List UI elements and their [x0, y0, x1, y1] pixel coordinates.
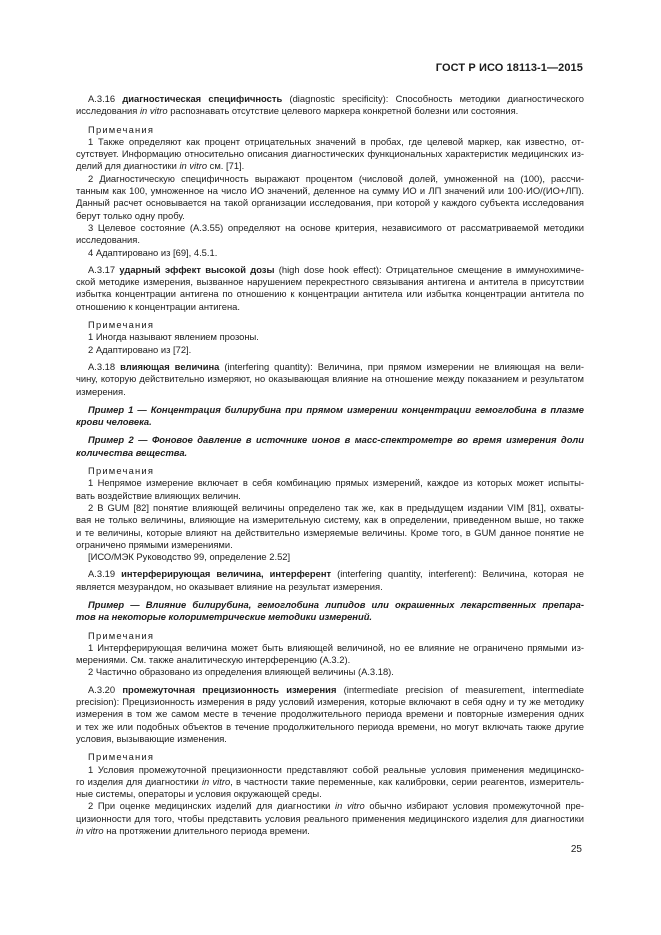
note-paragraph	[76, 173, 584, 222]
text-line: ные системы, операторы и условия окружающей среды.	[76, 788, 322, 800]
text-line: Пример — Влияние билирубина, гемоглобина липидов или окрашенных лекарственных препара-	[88, 598, 584, 610]
text-line: 2 Диагностическую специфичность выражают процентом (числовой долей, умноженной на (100), рассчи-	[88, 172, 584, 184]
term-definition	[76, 361, 584, 398]
text-line: 1 Условия промежуточной прецизионности представляют собой реальные условия применения медицинско-	[88, 763, 584, 775]
document-body	[76, 93, 584, 837]
notes-heading: Примечания	[88, 319, 155, 331]
notes-heading: Примечания	[88, 629, 155, 641]
text-line: 2 В GUM [82] понятие влияющей величины определено так же, как в предыдущем издании VIM [81], охваты-	[88, 501, 584, 513]
text-line: делий для диагностики in vitro см. [71].	[76, 160, 245, 172]
note-paragraph	[76, 551, 584, 563]
term-definition	[76, 264, 584, 313]
text-line: precision): Прецизионность измерения в ряду условий измерения, которые включают в себя одну и ту же методику	[76, 696, 584, 708]
text-line: избытка концентрации антигена по отношению к концентрации антитела или избытка концентрации антитела по	[76, 288, 584, 300]
text-line: 2 При оценке медицинских изделий для диагностики in vitro обычно избирают условия промежуточной пре-	[88, 800, 584, 812]
text-line: ской методике измерения, вызванное нарушением перекрестного связывания антигена и антитела в присутствии	[76, 276, 584, 288]
text-line: 1 Интерферирующая величина может быть влияющей величиной, но ее влияние не ограничено прямыми из-	[88, 641, 584, 653]
text-line: го изделия для диагностики in vitro, в частности такие переменные, как калибровки, серии реагентов, измеритель-	[76, 775, 584, 787]
note-paragraph	[76, 331, 584, 343]
text-line: и тех же или подобных объектов в течение продолжительного периода времени, но могут включать также другие	[76, 720, 584, 732]
term-definition	[76, 684, 584, 745]
note-paragraph	[76, 502, 584, 551]
text-line: сутствует. Информацию относительно описания диагностических функциональных характеристик медицинских из-	[76, 148, 584, 160]
text-line: берут только одну пробу.	[76, 209, 185, 221]
text-line: исследования in vitro распознавать отсутствие целевого маркера конкретной болезни или состояния.	[76, 105, 519, 117]
text-line: 1 Иногда называют явлением прозоны.	[88, 331, 259, 343]
text-line: измерения в том же самом месте в течение продолжительного периода времени и повторные измерения одних	[76, 708, 584, 720]
note-paragraph	[76, 136, 584, 173]
note-paragraph	[76, 642, 584, 667]
text-line: Данный расчет основывается на такой организации исследования, при которой у каждого субъекта исследования	[76, 197, 584, 209]
text-line: A.3.18 влияющая величина (interfering quantity): Величина, при прямом измерении не влияющая на вели-	[88, 360, 584, 372]
note-paragraph	[76, 800, 584, 837]
text-line: A.3.20 промежуточная прецизионность измерения (intermediate precision of measurement, intermediate	[88, 683, 584, 695]
text-line: крови человека.	[76, 416, 152, 428]
notes-heading: Примечания	[88, 465, 155, 477]
page-number: 25	[570, 844, 582, 855]
text-line: чину, которую действительно измеряют, но оказывающая влияние на отношение между показанием и результатом	[76, 373, 584, 385]
text-line: 1 Также определяют как процент отрицательных значений в пробах, где целевой маркер, как известно, от-	[88, 135, 584, 147]
standard-header: ГОСТ Р ИСО 18113-1—2015	[435, 62, 583, 74]
text-line: вать воздействие влияющих величин.	[76, 489, 241, 501]
note-paragraph	[76, 247, 584, 259]
text-line: вая не только величины, влияющие на измерительную систему, как в определении, приведенном выше, но также	[76, 514, 584, 526]
note-paragraph	[76, 344, 584, 356]
text-line: является мезурандом, но оказывает влияние на результат измерения.	[76, 580, 383, 592]
text-line: количества вещества.	[76, 446, 188, 458]
text-line: ограничено прямыми измерениями.	[76, 538, 233, 550]
text-line: 3 Целевое состояние (A.3.55) определяют на основе критерия, независимого от рассматриваемой методики	[88, 221, 584, 233]
text-line: измерения.	[76, 385, 126, 397]
text-line: условия, вызывающие изменения.	[76, 732, 227, 744]
example-text	[76, 404, 584, 429]
text-line: исследования.	[76, 234, 140, 246]
note-paragraph	[76, 477, 584, 502]
term-definition	[76, 568, 584, 593]
text-line: и те величины, которые влияют на действительно измеряемые величины. Кроме того, в GUM данное понятие не	[76, 526, 584, 538]
note-paragraph	[76, 764, 584, 801]
example-text	[76, 599, 584, 624]
text-line: отношению к концентрации антигена.	[76, 300, 240, 312]
text-line: 2 Частично образовано из определения влияющей величины (A.3.18).	[88, 666, 394, 678]
text-line: Пример 2 — Фоновое давление в источнике ионов в масс-спектрометре во время измерения доли	[88, 434, 584, 446]
text-line: A.3.16 диагностическая специфичность (diagnostic specificity): Способность методики диагностического	[88, 93, 584, 104]
text-line: [ИСО/МЭК Руководство 99, определение 2.52]	[88, 551, 291, 563]
note-paragraph	[76, 222, 584, 247]
notes-heading: Примечания	[88, 751, 155, 763]
notes-heading: Примечания	[88, 123, 155, 135]
text-line: 1 Непрямое измерение включает в себя комбинацию прямых измерений, каждое из которых может испыты-	[88, 477, 584, 489]
text-line: in vitro на протяжении длительного периода времени.	[76, 825, 310, 837]
text-line: A.3.19 интерферирующая величина, интерферент (interfering quantity, interferent): Величина, которая не	[88, 568, 585, 580]
text-line: A.3.17 ударный эффект высокой дозы (high dose hook effect): Отрицательное смещение в иммунохимиче-	[88, 263, 584, 275]
text-line: танным как 100, умноженное на число ИО значений, деленное на сумму ИО и ЛП значений или 100·ИО/(ИО+ЛП).	[76, 185, 584, 197]
text-line: цизионности для того, чтобы представить условия реального применения медицинского изделия для диагностики	[76, 812, 584, 824]
term-definition	[76, 93, 584, 118]
text-line: 4 Адаптировано из [69], 4.5.1.	[88, 246, 218, 258]
text-line: тов на некоторые колориметрические методики измерений.	[76, 611, 373, 623]
text-line: 2 Адаптировано из [72].	[88, 343, 192, 355]
text-line: Пример 1 — Концентрация билирубина при прямом измерении концентрации гемоглобина в плазме	[88, 403, 584, 415]
text-line: мерениями. См. также аналитическую интерференцию (A.3.2).	[76, 654, 351, 666]
note-paragraph	[76, 666, 584, 678]
example-text	[76, 434, 584, 459]
